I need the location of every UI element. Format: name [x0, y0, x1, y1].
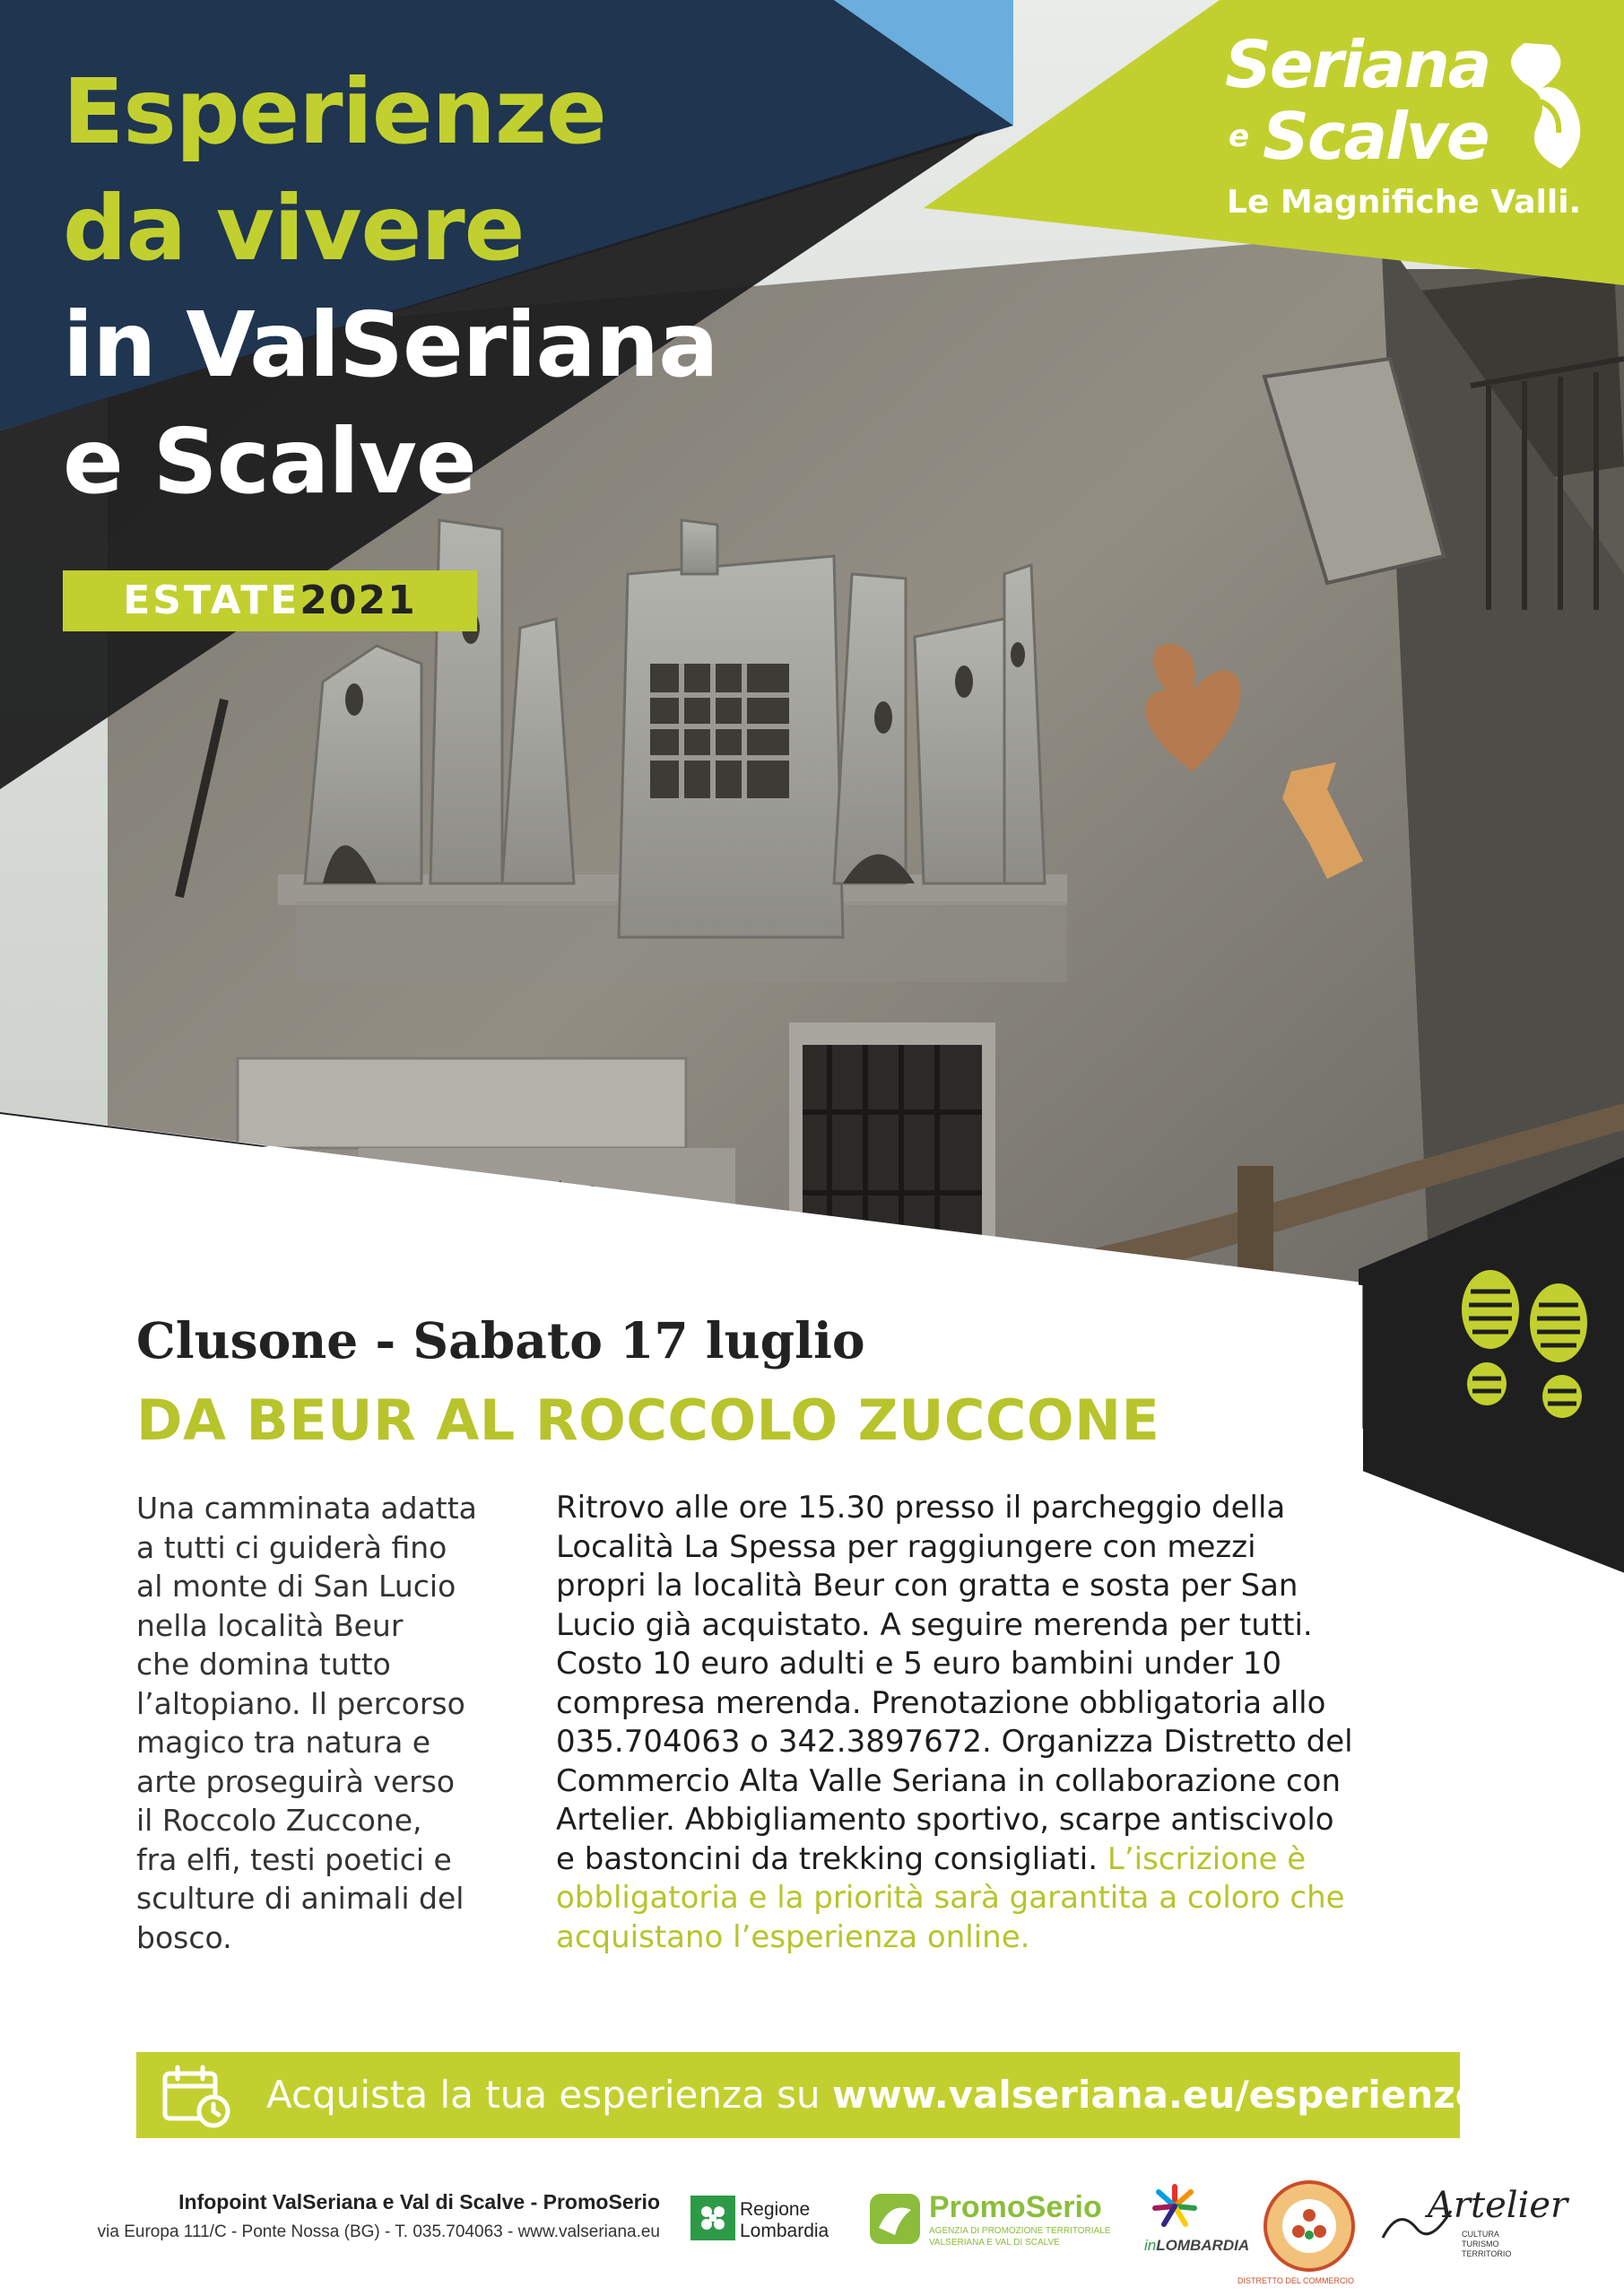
title-line-4: e Scalve	[63, 409, 476, 514]
regione-line1: Regione	[740, 2199, 811, 2220]
intro-line: arte proseguirà verso	[136, 1763, 456, 1799]
promoserio-sub2: VALSERIANA E VAL DI SCALVE	[929, 2238, 1060, 2248]
details-line: Lucio già acquistato. A seguire merenda per tutti.	[556, 1606, 1313, 1643]
title-line-2: da vivere	[63, 176, 525, 281]
artelier-wordmark: Artelier	[1428, 2185, 1568, 2226]
artelier-flourish-icon	[1381, 2202, 1453, 2247]
distretto-text: DISTRETTO DEL COMMERCIO	[1238, 2276, 1355, 2285]
event-title: DA BEUR AL ROCCOLO ZUCCONE	[136, 1387, 1160, 1453]
inlombardia-logo-icon	[1150, 2181, 1200, 2231]
details-line: Costo 10 euro adulti e 5 euro bambini under 10	[556, 1646, 1282, 1682]
promoserio-b: Serio	[1025, 2190, 1102, 2224]
promoserio-logo-icon	[868, 2192, 922, 2246]
brand-name-and: e	[1229, 118, 1250, 154]
brand-tagline: Le Magnifiche Valli.	[1227, 184, 1582, 221]
details-line: Località La Spessa per raggiungere con mezzi	[556, 1528, 1256, 1565]
cta-label: Acquista la tua esperienza su	[266, 2073, 833, 2117]
calendar-clock-icon	[161, 2065, 233, 2129]
footer-address: via Europa 111/C - Ponte Nossa (BG) - T. 035.704063 - www.valseriana.eu	[97, 2222, 660, 2241]
event-place-date: Clusone - Sabato 17 luglio	[136, 1311, 865, 1370]
intro-line: bosco.	[136, 1919, 232, 1955]
details-line: propri la località Beur con gratta e sosta per San	[556, 1568, 1298, 1604]
details-line: Ritrovo alle ore 15.30 presso il parcheggio della	[556, 1490, 1286, 1526]
brand-name-line1: Seriana	[1225, 27, 1490, 102]
artelier-sub3: TERRITORIO	[1462, 2249, 1512, 2258]
title-line-1: Esperienze	[63, 59, 606, 164]
regione-lombardia-logo-icon	[690, 2196, 735, 2240]
regione-line2: Lombardia	[740, 2221, 829, 2241]
details-line: compresa merenda. Prenotazione obbligatoria allo	[556, 1684, 1326, 1721]
inlombardia-b: LOMBARDIA	[1156, 2237, 1250, 2254]
brand-swirl-icon	[1489, 34, 1596, 187]
event-intro	[136, 1489, 513, 1957]
cta-text	[266, 2052, 1481, 2138]
details-line: 035.704063 o 342.3897672. Organizza Distretto del	[556, 1724, 1353, 1760]
highlight-line: obbligatoria e la priorità sarà garantita a coloro che	[556, 1880, 1345, 1916]
artelier-sub2: TURISMO	[1462, 2239, 1499, 2248]
intro-line: sculture di animali del	[136, 1881, 465, 1916]
inlombardia-a: in	[1144, 2237, 1157, 2254]
intro-line: magico tra natura e	[136, 1725, 431, 1760]
intro-line: l’altopiano. Il percorso	[136, 1685, 465, 1721]
cta-url-link[interactable]: www.valseriana.eu/esperienze	[832, 2073, 1481, 2117]
title-line-3: in ValSeriana	[63, 292, 718, 397]
brand-name-line2: Scalve	[1263, 99, 1489, 174]
distretto-commercio-seal-icon	[1263, 2179, 1356, 2273]
intro-line: Una camminata adatta	[136, 1491, 477, 1526]
season-year: 2021	[300, 578, 417, 623]
intro-line: il Roccolo Zuccone,	[136, 1803, 422, 1838]
details-line-mixed	[556, 1840, 1507, 1880]
event-details	[556, 1489, 1507, 1957]
promoserio-name	[929, 2190, 1102, 2225]
cta-bar[interactable]	[136, 2052, 1481, 2138]
promoserio-a: Promo	[929, 2190, 1026, 2224]
season-badge	[63, 570, 477, 631]
season-label: ESTATE	[123, 578, 300, 623]
details-line: e bastoncini da trekking consigliati.	[556, 1840, 1099, 1877]
details-line: Artelier. Abbigliamento sportivo, scarpe antiscivolo	[556, 1802, 1334, 1838]
footprints-icon	[1444, 1269, 1605, 1422]
intro-line: fra elfi, testi poetici e	[136, 1841, 452, 1877]
highlight-line: acquistano l’esperienza online.	[556, 1918, 1030, 1955]
promoserio-sub1: AGENZIA DI PROMOZIONE TERRITORIALE	[929, 2226, 1111, 2236]
intro-line: che domina tutto	[136, 1647, 391, 1682]
highlight-start: L’iscrizione è	[1098, 1840, 1307, 1877]
intro-line: a tutti ci guiderà fino	[136, 1529, 447, 1565]
intro-line: nella località Beur	[136, 1607, 404, 1643]
details-line: Commercio Alta Valle Seriana in collaborazione con	[556, 1762, 1342, 1799]
intro-line: al monte di San Lucio	[136, 1569, 456, 1604]
artelier-sub1: CULTURA	[1462, 2230, 1499, 2239]
footer-infopoint: Infopoint ValSeriana e Val di Scalve - PromoSerio	[178, 2190, 660, 2213]
inlombardia-wordmark	[1144, 2237, 1249, 2255]
